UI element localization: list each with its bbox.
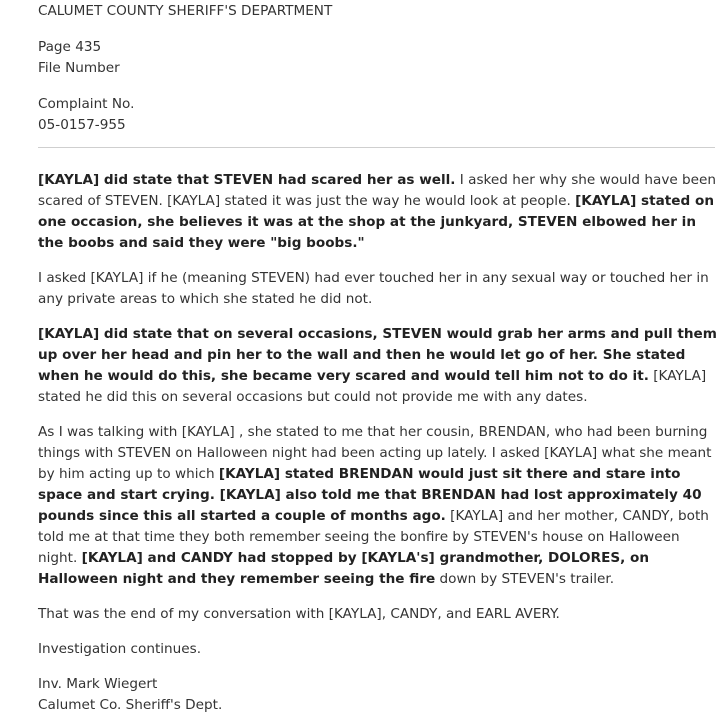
report-body bbox=[38, 170, 718, 660]
document-page bbox=[38, 1, 718, 716]
file-number-label: File Number bbox=[38, 60, 120, 76]
bold-text-run: [KAYLA] did state that on several occasions, STEVEN would grab her arms and pull them up over her head and pin her to the wall and then he would let go of her. She stated when he would do this, she became very scared and would tell him not to do it. bbox=[38, 326, 717, 384]
bold-text-run: [KAYLA] did state that STEVEN had scared her as well. bbox=[38, 172, 456, 188]
page-number: Page 435 bbox=[38, 39, 102, 55]
signature-name: Inv. Mark Wiegert bbox=[38, 676, 158, 692]
text-run: [KAYLA] and her mother, CANDY, both told me at that time they both remember seeing the bonfire by STEVEN's house on Halloween night. bbox=[38, 508, 709, 566]
text-run: [KAYLA] stated he did this on several occasions but could not provide me with any dates. bbox=[38, 368, 707, 405]
paragraph bbox=[38, 639, 718, 660]
paragraph bbox=[38, 268, 718, 310]
paragraph bbox=[38, 324, 718, 408]
paragraph bbox=[38, 170, 718, 254]
text-run: As I was talking with [KAYLA] , she stated to me that her cousin, BRENDAN, who had been burning things with STEVEN on Halloween night had been acting up lately. I asked [KAYLA] what she meant by him acting up to which bbox=[38, 424, 712, 482]
complaint-number: 05-0157-955 bbox=[38, 117, 126, 133]
text-run: I asked her why she would have been scared of STEVEN. [KAYLA] stated it was just the way he would look at people. bbox=[38, 172, 717, 209]
bold-text-run: [KAYLA] stated on one occasion, she believes it was at the shop at the junkyard, STEVEN elbowed her in the boobs and said they were "big boobs." bbox=[38, 193, 714, 251]
bold-text-run: [KAYLA] and CANDY had stopped by [KAYLA's] grandmother, DOLORES, on Halloween night and they remember seeing the fire bbox=[38, 550, 650, 587]
text-run: down by STEVEN's trailer. bbox=[435, 571, 615, 587]
text-run: Investigation continues. bbox=[38, 641, 202, 657]
paragraph bbox=[38, 604, 718, 625]
department-title: CALUMET COUNTY SHERIFF'S DEPARTMENT bbox=[38, 3, 333, 19]
paragraph bbox=[38, 422, 718, 590]
text-run: I asked [KAYLA] if he (meaning STEVEN) had ever touched her in any sexual way or touched her in any private areas to which she stated he did not. bbox=[38, 270, 709, 307]
bold-text-run: [KAYLA] stated BRENDAN would just sit there and stare into space and start crying. [KAYLA] also told me that BRENDAN had lost approximately 40 pounds since this all started a couple of months ago. bbox=[38, 466, 702, 524]
complaint-label: Complaint No. bbox=[38, 96, 135, 112]
signature-dept: Calumet Co. Sheriff's Dept. bbox=[38, 697, 223, 713]
text-run: That was the end of my conversation with [KAYLA], CANDY, and EARL AVERY. bbox=[38, 606, 560, 622]
